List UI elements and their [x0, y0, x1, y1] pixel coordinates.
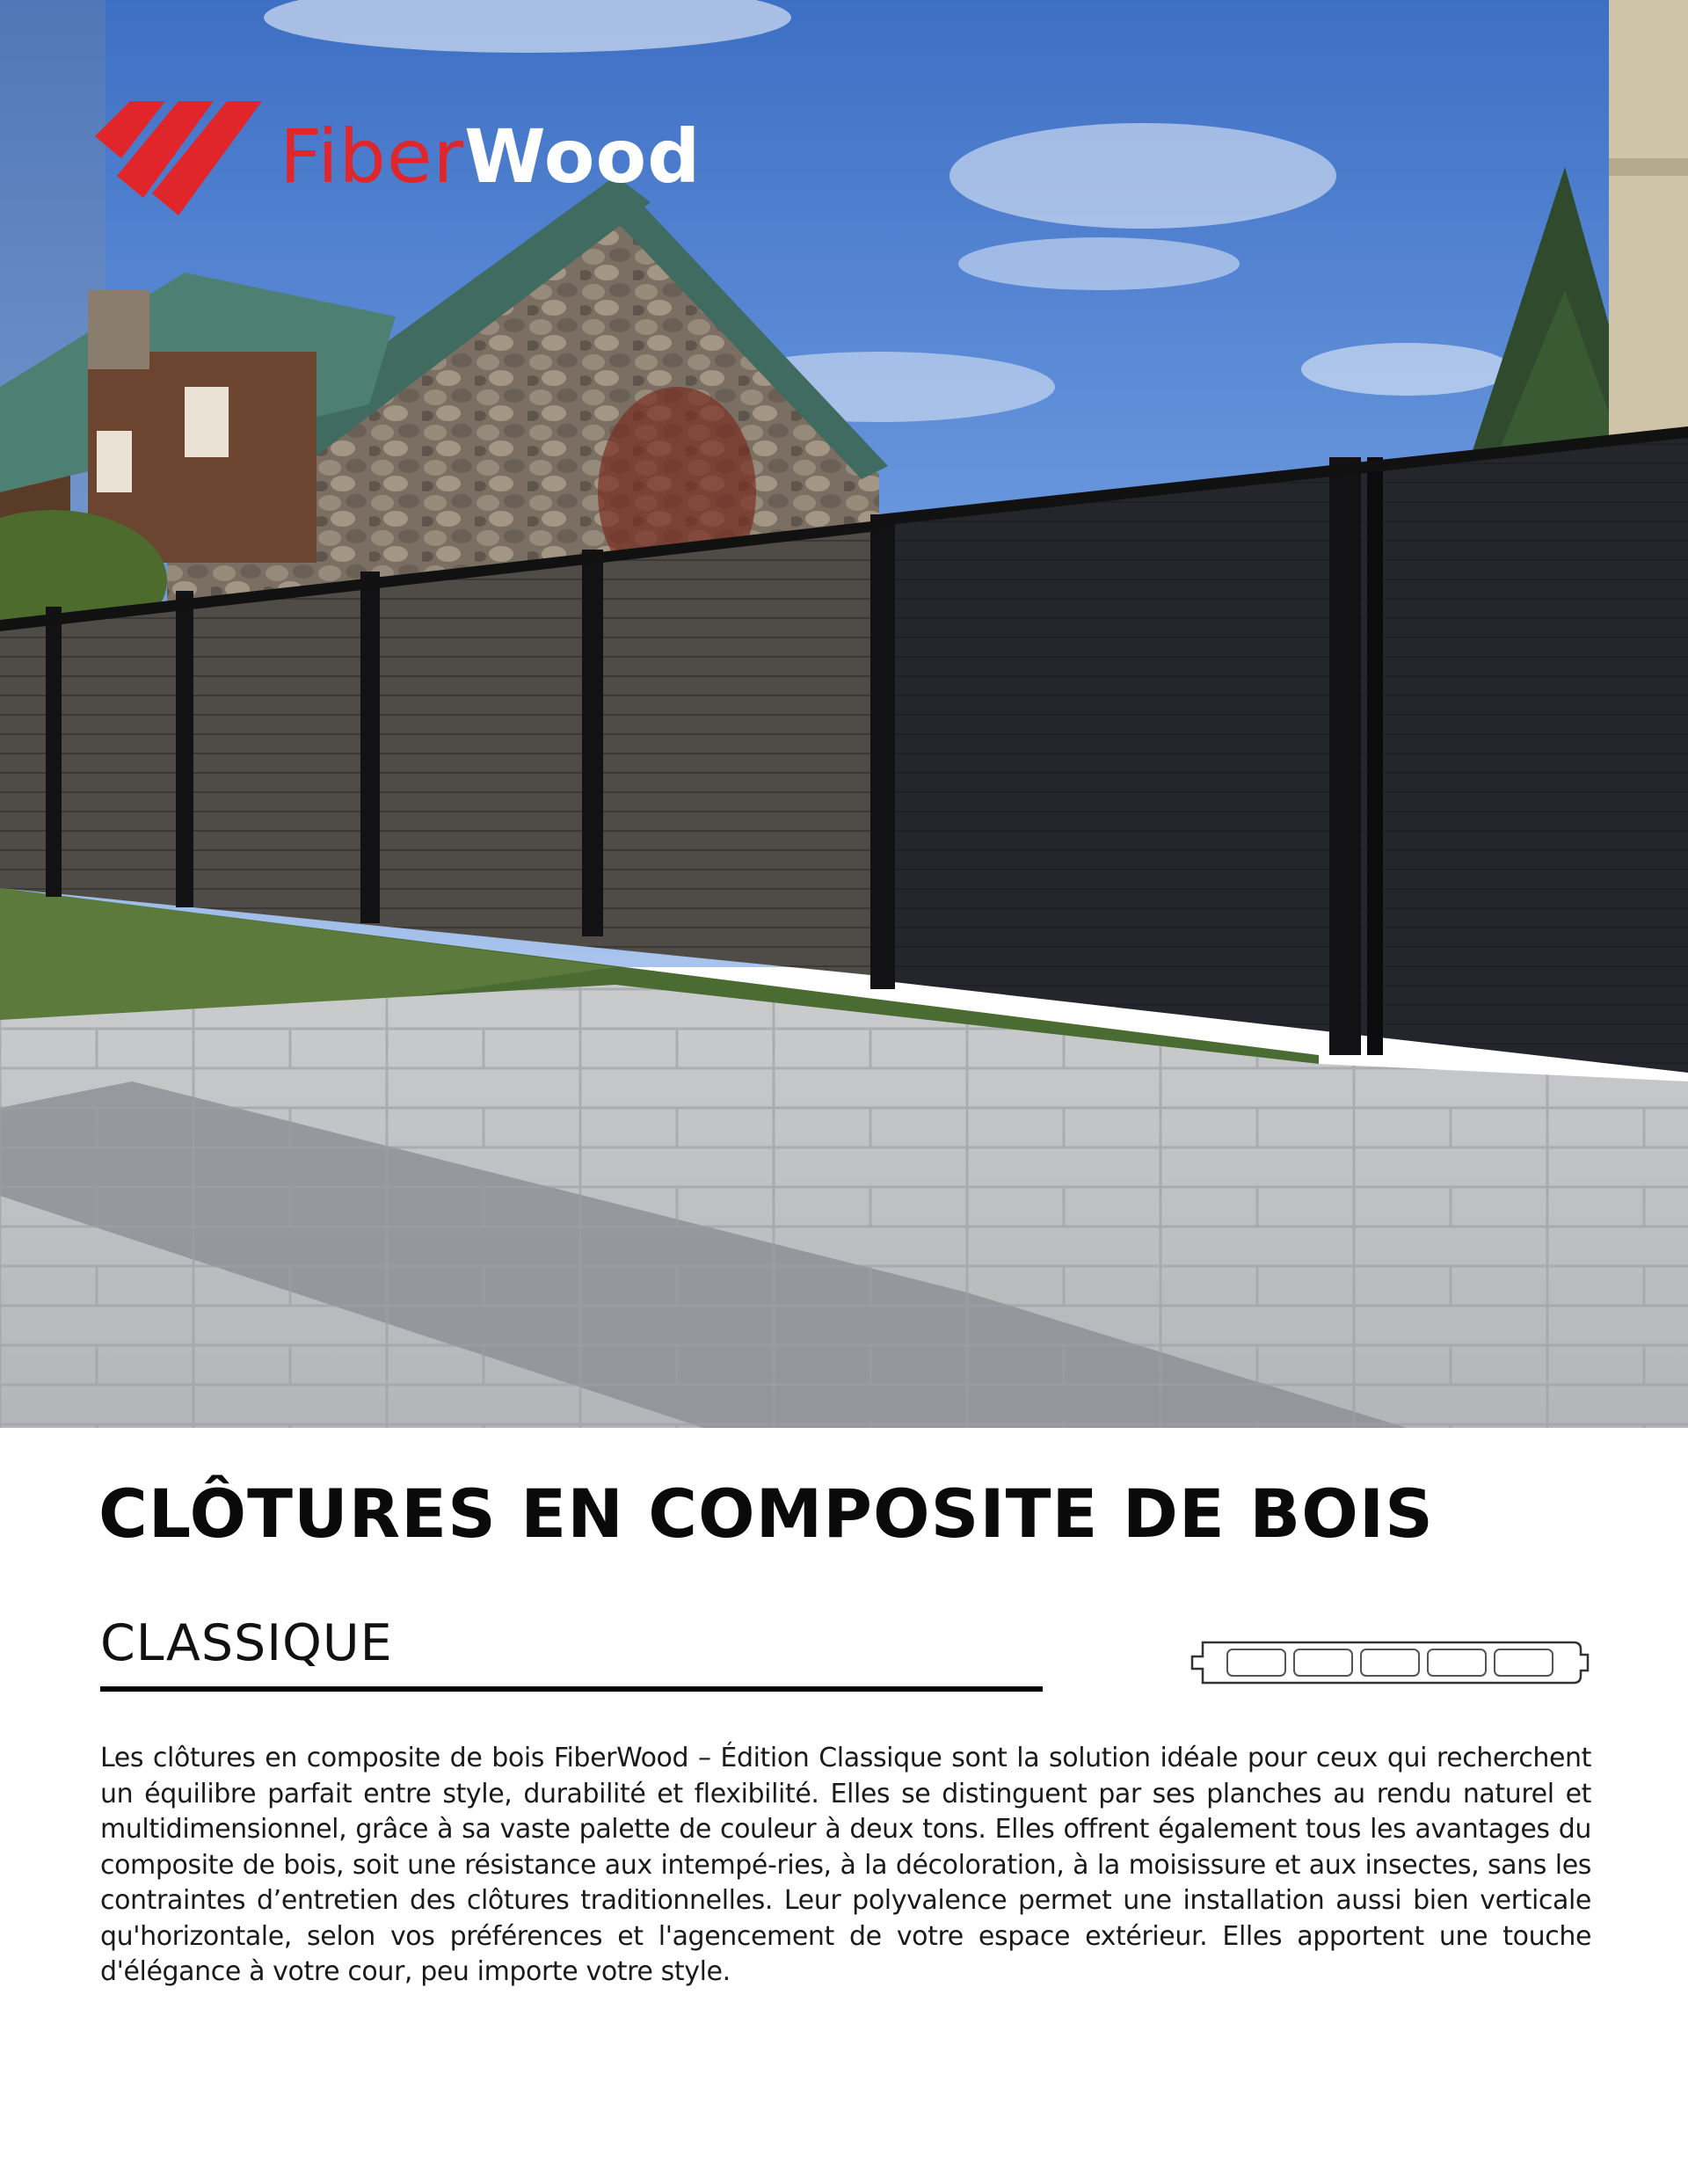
stripes-logo-icon	[95, 97, 271, 220]
description-paragraph: Les clôtures en composite de bois FiberWood – Édition Classique sont la solution idéale pour ceux qui recherchent un équilibre parfait entre style, durabilité et flexibilité. Elles se distinguent par ses planches au rendu naturel et multidimensionnel, grâce à sa vaste palette de couleur à deux tons. Elles offrent également tous les avantages du composite de bois, soit une résistance aux intempé-ries, à la décoloration, à la moisissure et aux insectes, sans les contraintes d’entretien des clôtures traditionnelles. Leur polyvalence permet une installation aussi bien verticale qu'horizontale, selon vos préférences et l'agencement de votre espace extérieur. Elles apportent une touche d'élégance à votre cour, peu importe votre style.	[100, 1743, 1591, 1987]
section-subtitle: CLASSIQUE	[100, 1614, 393, 1672]
brand-name-wood: Wood	[464, 113, 702, 200]
page-title: CLÔTURES EN COMPOSITE DE BOIS	[98, 1474, 1434, 1553]
brand-logo	[95, 97, 833, 220]
board-profile-icon	[1190, 1637, 1590, 1688]
subtitle-underline	[100, 1686, 1043, 1692]
brand-name-fiber: Fiber	[280, 113, 465, 200]
brand-wordmark	[280, 113, 701, 200]
